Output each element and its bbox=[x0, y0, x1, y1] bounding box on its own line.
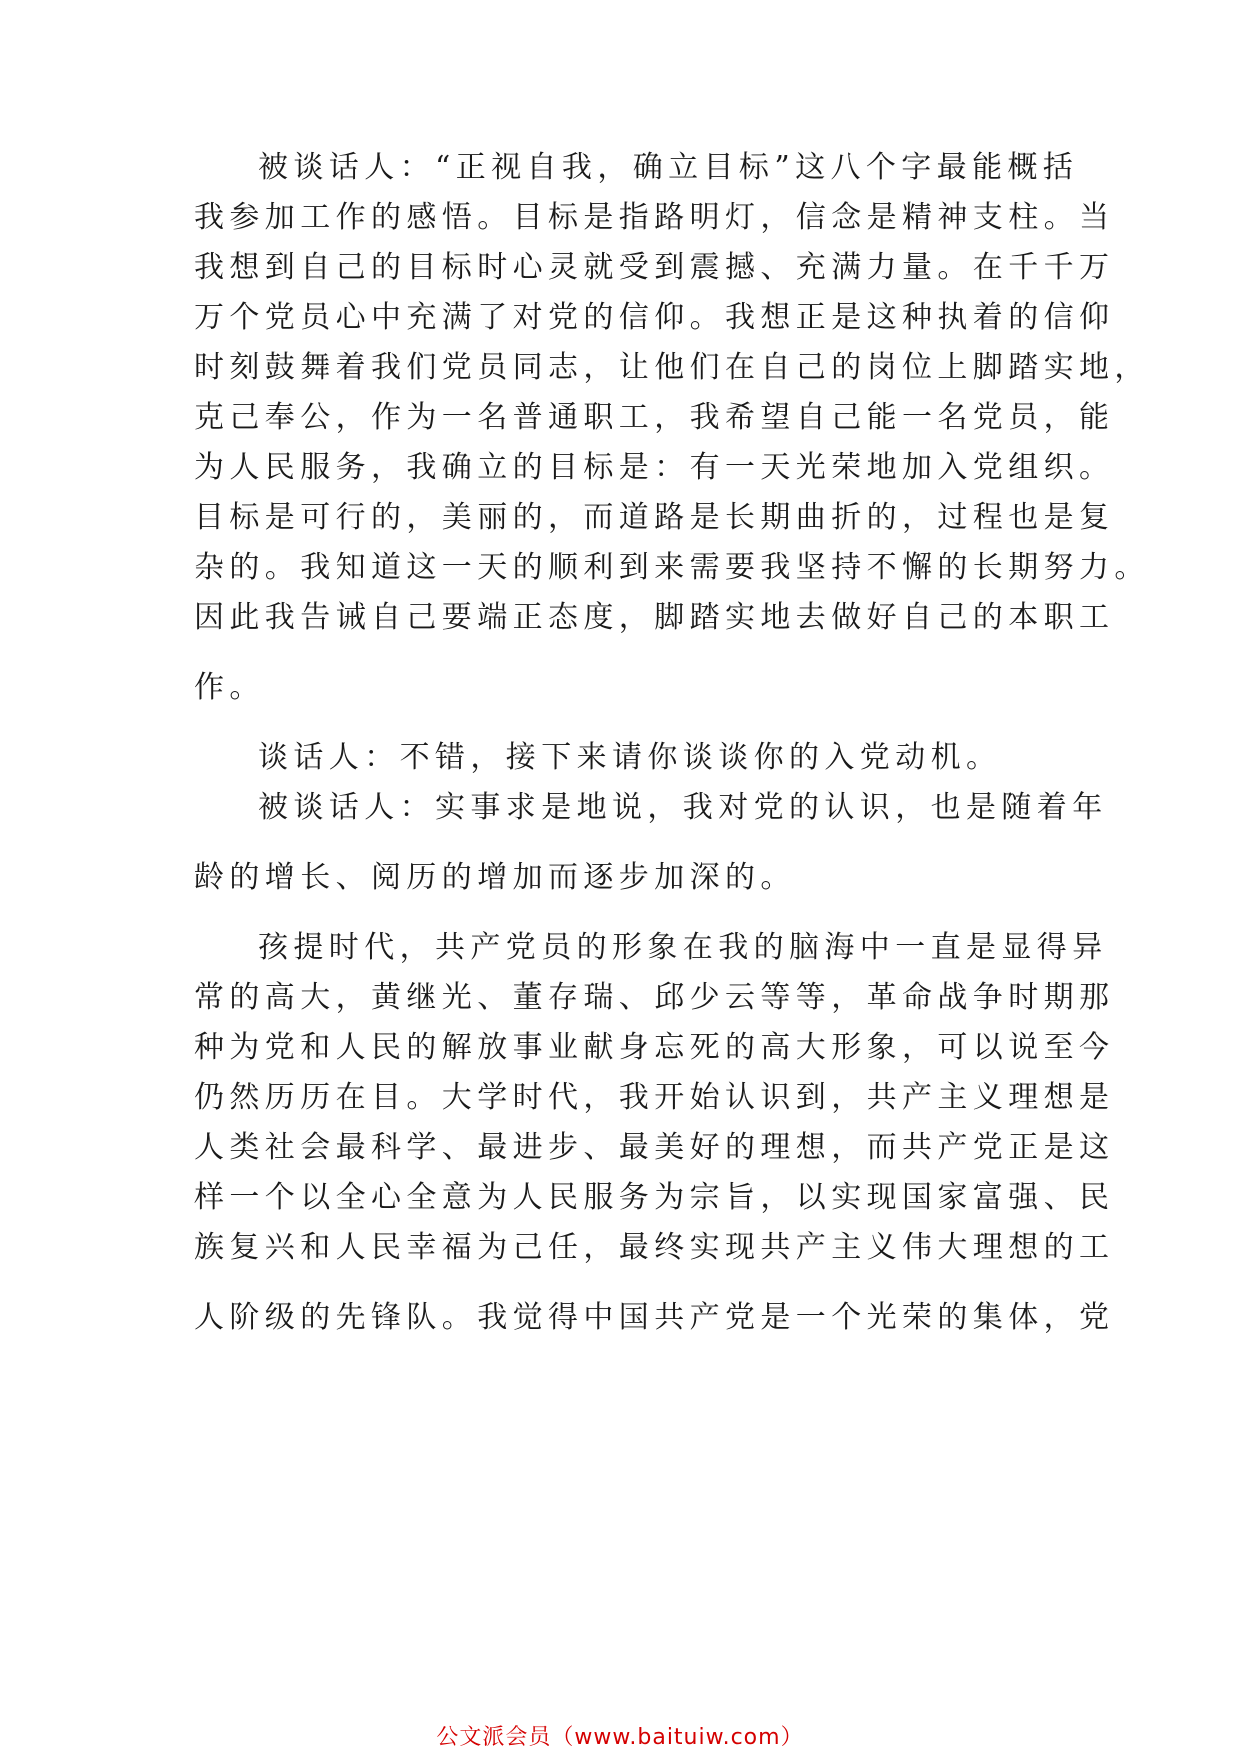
text-line: 人阶级的先锋队。我觉得中国共产党是一个光荣的集体，党 bbox=[194, 1300, 1115, 1335]
text-line: 族复兴和人民幸福为己任，最终实现共产主义伟大理想的工 bbox=[194, 1230, 1115, 1265]
text-line: 我想到自己的目标时心灵就受到震撼、充满力量。在千千万 bbox=[194, 250, 1115, 285]
text-line: 作。 bbox=[194, 670, 265, 705]
text-line: 人类社会最科学、最进步、最美好的理想，而共产党正是这 bbox=[194, 1130, 1115, 1165]
text-line: 克己奉公，作为一名普通职工，我希望自己能一名党员，能 bbox=[194, 400, 1115, 435]
text-line: 为人民服务，我确立的目标是：有一天光荣地加入党组织。 bbox=[194, 450, 1115, 485]
text-line: 仍然历历在目。大学时代，我开始认识到，共产主义理想是 bbox=[194, 1080, 1115, 1115]
footer-watermark: 公文派会员（www.baituiw.com） bbox=[436, 1725, 804, 1750]
text-line: 时刻鼓舞着我们党员同志，让他们在自己的岗位上脚踏实地， bbox=[194, 350, 1150, 385]
text-line: 被谈话人：“正视自我，确立目标”这八个字最能概括 bbox=[258, 150, 1079, 185]
text-line: 常的高大，黄继光、董存瑞、邱少云等等，革命战争时期那 bbox=[194, 980, 1115, 1015]
text-line: 样一个以全心全意为人民服务为宗旨，以实现国家富强、民 bbox=[194, 1180, 1115, 1215]
text-line: 谈话人：不错，接下来请你谈谈你的入党动机。 bbox=[258, 740, 1002, 775]
text-line: 龄的增长、阅历的增加而逐步加深的。 bbox=[194, 860, 796, 895]
text-line: 被谈话人：实事求是地说，我对党的认识，也是随着年 bbox=[258, 790, 1108, 825]
text-line: 杂的。我知道这一天的顺利到来需要我坚持不懈的长期努力。 bbox=[194, 550, 1150, 585]
text-line: 孩提时代，共产党员的形象在我的脑海中一直是显得异 bbox=[258, 930, 1108, 965]
text-line: 目标是可行的，美丽的，而道路是长期曲折的，过程也是复 bbox=[194, 500, 1115, 535]
text-line: 种为党和人民的解放事业献身忘死的高大形象，可以说至今 bbox=[194, 1030, 1115, 1065]
text-line: 万个党员心中充满了对党的信仰。我想正是这种执着的信仰 bbox=[194, 300, 1115, 335]
text-line: 因此我告诫自己要端正态度，脚踏实地去做好自己的本职工 bbox=[194, 600, 1115, 635]
text-line: 我参加工作的感悟。目标是指路明灯，信念是精神支柱。当 bbox=[194, 200, 1115, 235]
